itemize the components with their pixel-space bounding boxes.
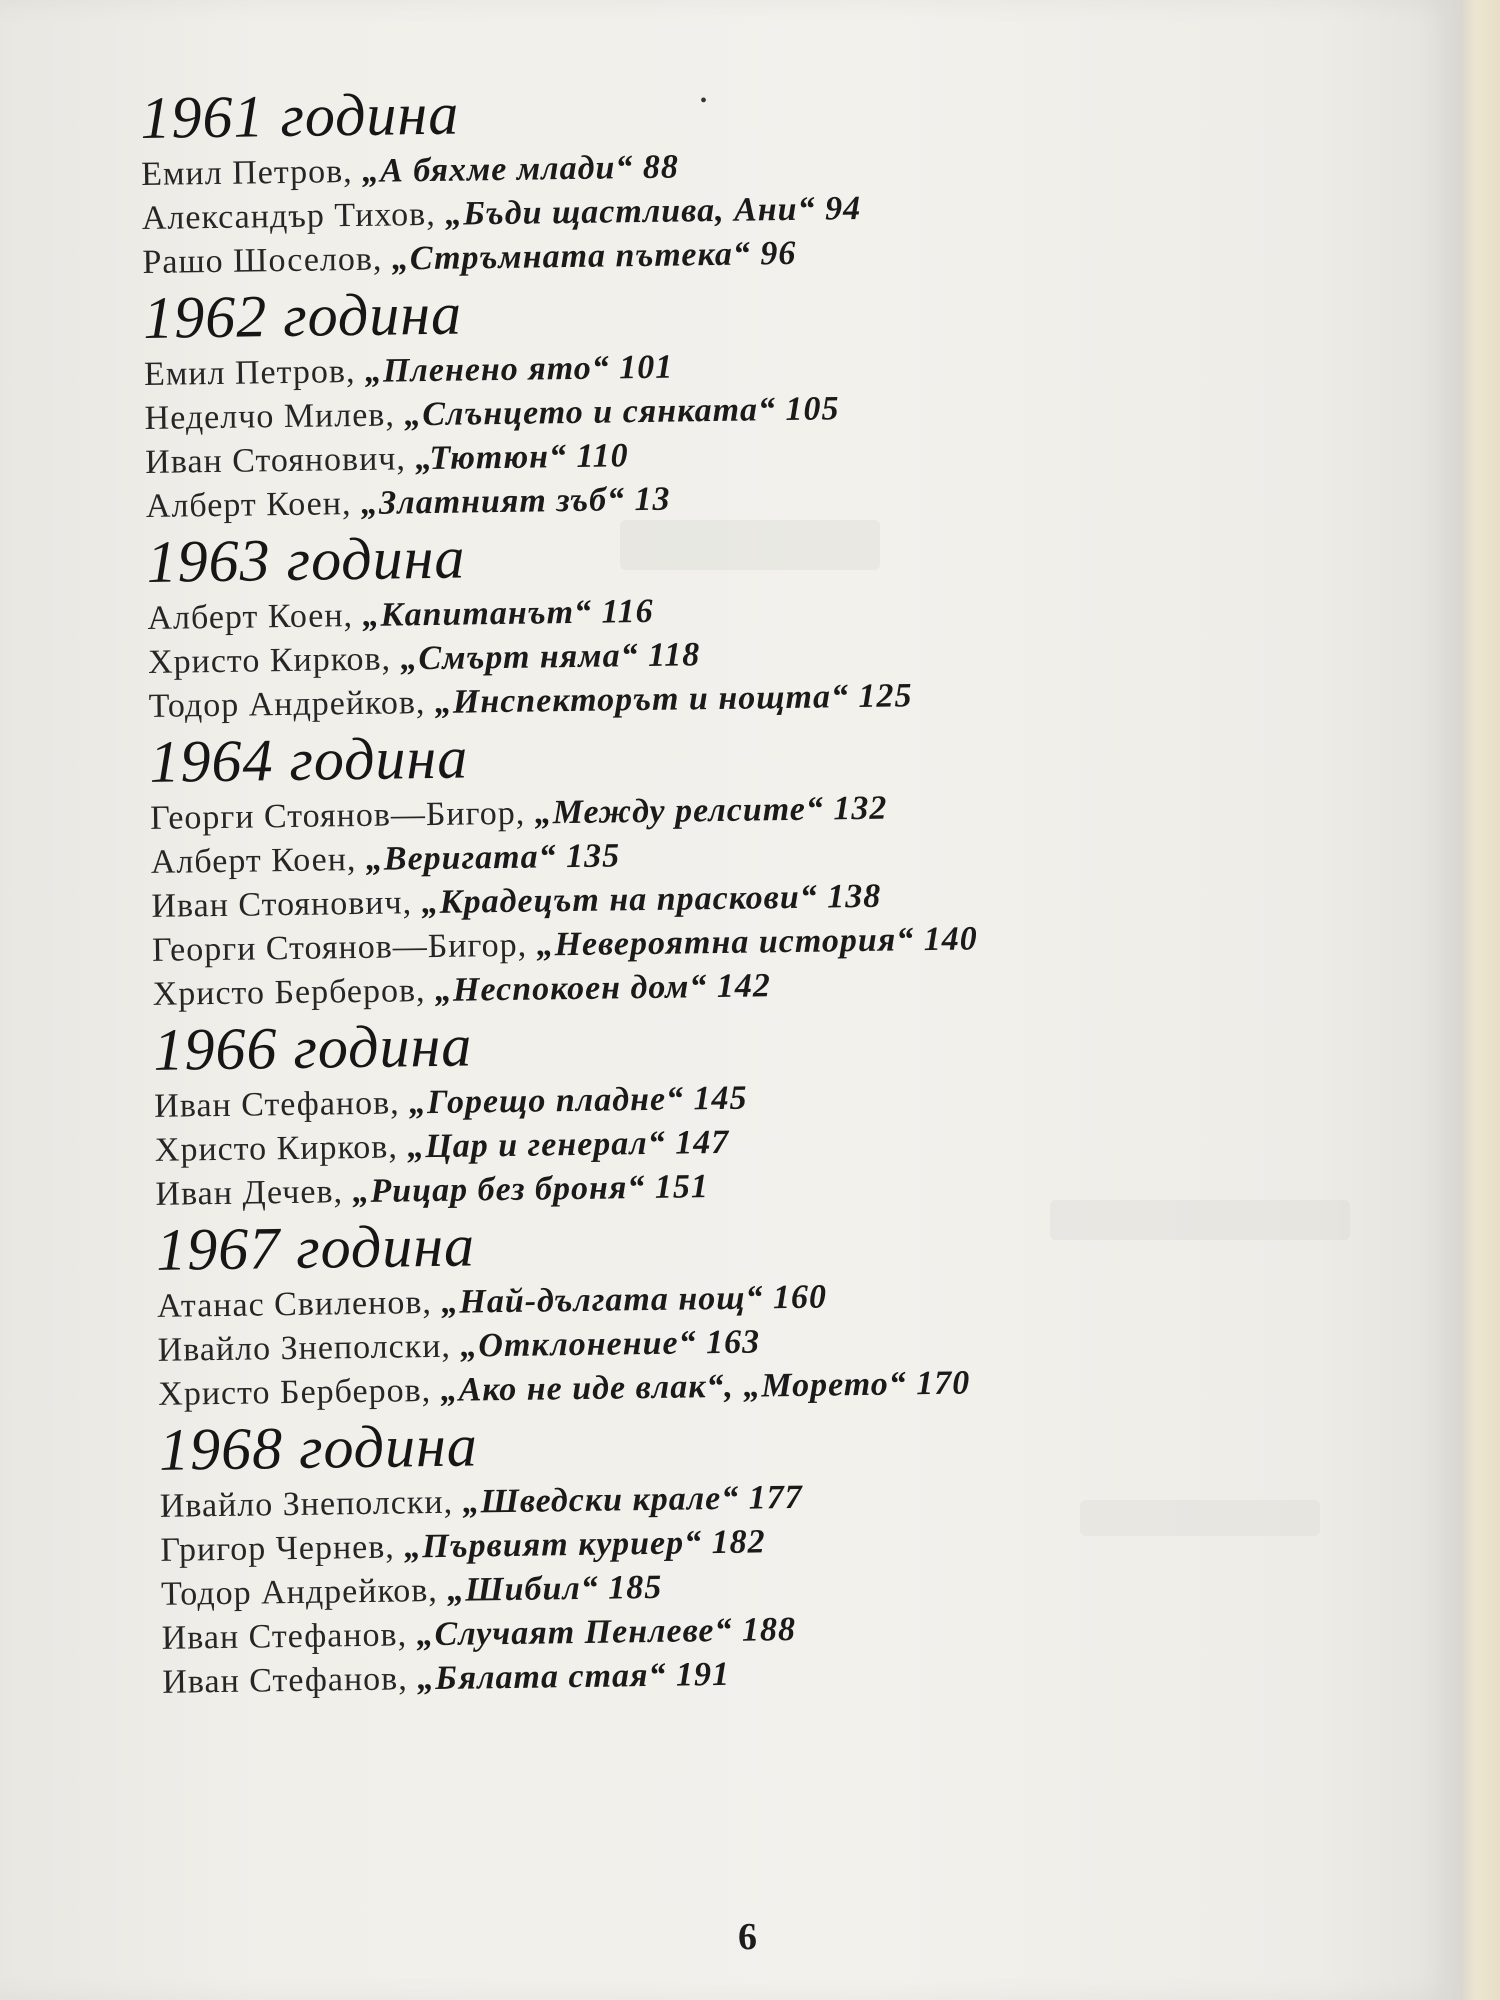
- year-section: [153, 999, 1456, 1217]
- entry-page-number: 105: [785, 390, 840, 429]
- entry-author: Иван Стефанов,: [154, 1084, 410, 1125]
- year-section: [140, 67, 1443, 285]
- year-heading: 1966 година: [153, 1012, 473, 1083]
- year-heading: 1968 година: [158, 1412, 479, 1483]
- entry-author: Неделчо Милев,: [144, 396, 405, 437]
- entry-page-number: 182: [711, 1523, 766, 1562]
- entry-title: „Неспокоен дом“: [434, 968, 708, 1009]
- entry-author: Иван Стефанов,: [161, 1616, 417, 1657]
- entry-page-number: 125: [858, 677, 913, 716]
- entry-author: Христо Кирков,: [154, 1128, 408, 1169]
- entry-page-number: 170: [916, 1364, 971, 1403]
- entry-title: „Шибил“: [447, 1569, 600, 1609]
- entry-author: Тодор Андрейков,: [148, 683, 436, 725]
- entry-page-number: 96: [760, 234, 797, 273]
- entry-title: „Крадецът на праскови“: [421, 878, 818, 922]
- year-section: [159, 1399, 1463, 1705]
- entry-page-number: 116: [601, 592, 654, 631]
- entry-title: „Веригата“: [365, 838, 557, 878]
- entry-author: Иван Дечев,: [155, 1173, 353, 1213]
- entry-author: Алберт Коен,: [150, 840, 367, 881]
- entry-title: „Горещо пладне“: [408, 1080, 685, 1122]
- entry-page-number: 132: [833, 789, 888, 828]
- entry-author: Емил Петров,: [143, 352, 366, 393]
- page-number: 6: [738, 1916, 757, 1958]
- entry-author: Ивайло Знеполски,: [159, 1483, 463, 1525]
- year-heading: 1964 година: [148, 724, 469, 795]
- entry-page-number: 185: [608, 1568, 663, 1607]
- page-edge: [1460, 0, 1500, 2000]
- entry-author: Рашо Шоселов,: [142, 240, 393, 281]
- entry-author: Алберт Коен,: [147, 596, 363, 637]
- entry-author: Алберт Коен,: [145, 484, 362, 525]
- entry-title: „Най-дългата нощ“: [441, 1279, 764, 1321]
- entry-page-number: 94: [824, 189, 862, 228]
- entry-author: Атанас Свиленов,: [156, 1283, 442, 1325]
- entry-title: „Пленено ято“: [364, 349, 611, 390]
- year-heading: 1967 година: [155, 1212, 476, 1283]
- entry-title: „Бялата стая“: [416, 1656, 667, 1698]
- year-section: [149, 711, 1453, 1017]
- entry-author: Григор Чернев,: [160, 1528, 405, 1569]
- entry-title: „Слънцето и сянката“: [404, 391, 777, 434]
- entry-author: Христо Берберов,: [152, 971, 436, 1013]
- year-section: [146, 511, 1449, 729]
- year-section: [143, 267, 1446, 529]
- entry-page-number: 163: [705, 1323, 761, 1362]
- entry-author: Емил Петров,: [140, 152, 363, 193]
- entry-page-number: 145: [693, 1079, 748, 1118]
- entry-page-number: 140: [923, 920, 978, 959]
- entry-title: „Ако не иде влак“, „Морето“: [440, 1365, 908, 1409]
- table-of-contents: [140, 67, 1462, 1705]
- entry-author: Христо Кирков,: [147, 640, 401, 681]
- entry-title: „Между релсите“: [534, 790, 825, 832]
- entry-title: „Смърт няма“: [400, 637, 639, 678]
- year-heading: 1963 година: [146, 524, 466, 595]
- entry-page-number: 138: [826, 877, 882, 916]
- entry-page-number: 118: [647, 636, 701, 674]
- entry-title: „Златният зъб“: [360, 481, 626, 522]
- entry-page-number: 147: [674, 1123, 730, 1162]
- entry-author: Тодор Андрейков,: [160, 1571, 448, 1613]
- entry-page-number: 151: [654, 1168, 710, 1206]
- entry-author: Иван Стоянович,: [145, 440, 416, 481]
- entry-page-number: 191: [675, 1655, 731, 1694]
- year-heading: 1961 година: [140, 80, 460, 151]
- entry-title: „Отклонение“: [460, 1324, 697, 1365]
- entry-page-number: 142: [716, 967, 772, 1006]
- entry-title: „Цар и генерал“: [407, 1124, 666, 1166]
- entry-title: „Стръмната пътека“: [391, 235, 752, 278]
- entry-title: „Първият куриер“: [404, 1524, 703, 1566]
- entry-title: „Инспекторът и нощта“: [434, 678, 850, 721]
- entry-author: Георги Стоянов—Бигор,: [151, 926, 537, 969]
- entry-title: „Невероятна история“: [536, 921, 915, 964]
- entry-title: „Бъди щастлива, Ани“: [444, 190, 816, 233]
- entry-author: Христо Берберов,: [158, 1371, 441, 1413]
- entry-page-number: 110: [576, 437, 629, 475]
- entry-title: „Капитанът“: [362, 593, 593, 634]
- entry-page-number: 135: [565, 837, 621, 876]
- entry-title: „Тютюн“: [415, 438, 568, 478]
- entry-page-number: 160: [772, 1278, 828, 1317]
- entry-page-number: 88: [642, 148, 680, 186]
- print-dot: •: [700, 90, 708, 112]
- entry-page-number: 101: [619, 348, 674, 387]
- entry-title: „Шведски крале“: [462, 1479, 740, 1521]
- year-heading: 1962 година: [142, 280, 463, 351]
- year-section: [156, 1199, 1459, 1417]
- entry-title: „А бяхме млади“: [361, 149, 634, 190]
- entry-author: Ивайло Знеполски,: [157, 1327, 461, 1369]
- entry-author: Иван Стефанов,: [162, 1660, 418, 1701]
- entry-page-number: 188: [741, 1610, 797, 1649]
- entry-page-number: 177: [748, 1478, 803, 1517]
- entry-author: Иван Стоянович,: [151, 884, 422, 925]
- entry-title: „Случаят Пенлеве“: [416, 1611, 733, 1654]
- entry-page-number: 13: [634, 480, 671, 519]
- entry-author: Георги Стоянов—Бигор,: [149, 794, 535, 837]
- entry-author: Александър Тихов,: [141, 195, 446, 237]
- entry-title: „Рицар без броня“: [352, 1169, 646, 1211]
